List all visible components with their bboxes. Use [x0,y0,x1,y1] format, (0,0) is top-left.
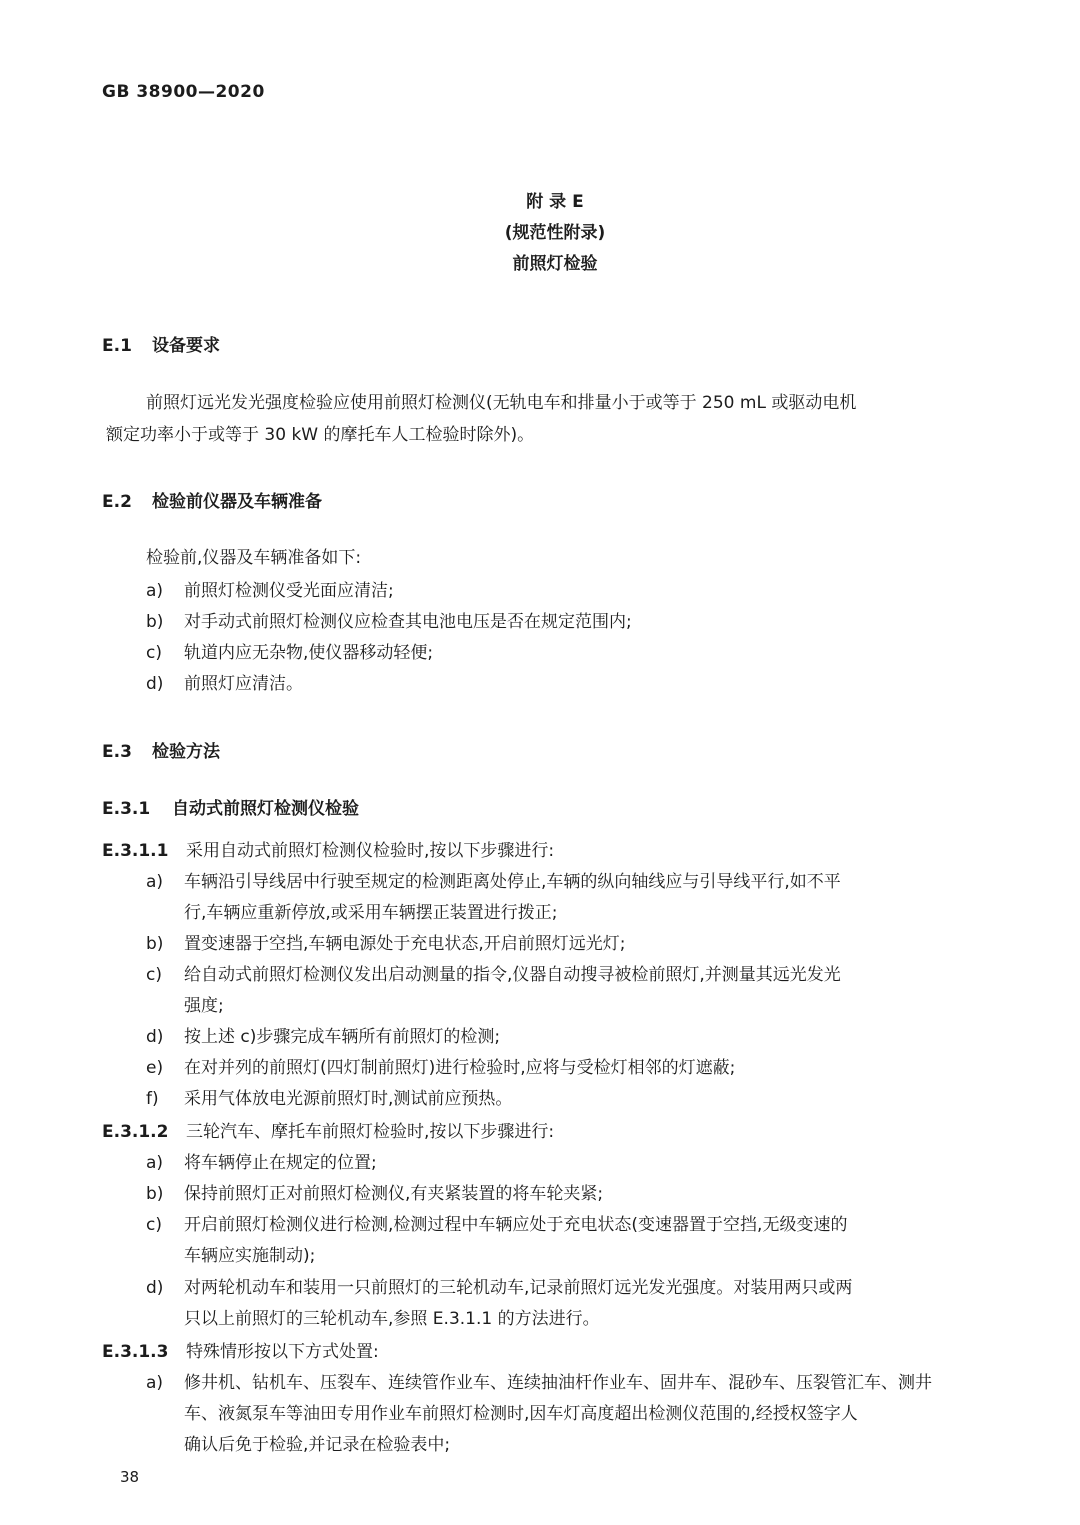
item-label: d) [146,1278,164,1298]
section-title: 设备要求 [152,336,220,356]
item-text: 前照灯应清洁。 [184,674,303,694]
section-e2-intro: 检验前,仪器及车辆准备如下: [146,548,362,568]
section-title: 检验前仪器及车辆准备 [152,492,322,512]
appendix-name: 前照灯检验 [512,254,598,274]
page-number: 38 [120,1468,140,1486]
section-number: E.3.1 [102,799,151,819]
item-line: 强度; [184,996,224,1016]
item-line: 修井机、钻机车、压裂车、连续管作业车、连续抽油杆作业车、固井车、混砂车、压裂管汇车、测井 [184,1373,932,1393]
section-e31-heading [102,794,359,819]
item-line: 车辆应实施制动); [184,1246,316,1266]
item-label: a) [146,1153,164,1173]
item-line: 只以上前照灯的三轮机动车,参照 E.3.1.1 的方法进行。 [184,1309,600,1329]
item-text: 置变速器于空挡,车辆电源处于充电状态,开启前照灯远光灯; [184,934,626,954]
section-e2-heading [102,487,322,512]
section-number: E.3 [102,742,132,762]
item-label: a) [146,581,164,601]
item-label: b) [146,934,164,954]
item-text [184,1368,1016,1461]
item-text: 前照灯检测仪受光面应清洁; [184,581,394,601]
item-label: f) [146,1089,159,1109]
item-text [184,1210,1016,1272]
item-text [184,960,1016,1022]
item-text: 按上述 c)步骤完成车辆所有前照灯的检测; [184,1027,501,1047]
clause-number: E.3.1.3 [102,1342,169,1362]
section-e1-paragraph [106,387,1016,451]
appendix-title: 附 录 E [526,192,584,212]
clause-number: E.3.1.1 [102,841,169,861]
item-line: 行,车辆应重新停放,或采用车辆摆正装置进行拨正; [184,903,558,923]
item-label: a) [146,1373,164,1393]
paragraph-line: 前照灯远光发光强度检验应使用前照灯检测仪(无轨电车和排量小于或等于 250 mL 或驱动电机 [146,393,857,413]
item-text: 采用气体放电光源前照灯时,测试前应预热。 [184,1089,513,1109]
item-line: 车辆沿引导线居中行驶至规定的检测距离处停止,车辆的纵向轴线应与引导线平行,如不平 [184,872,841,892]
item-label: c) [146,643,162,663]
appendix-type: (规范性附录) [504,223,606,243]
section-e3-heading [102,737,220,762]
item-line: 车、液氮泵车等油田专用作业车前照灯检测时,因车灯高度超出检测仪范围的,经授权签字人 [184,1404,858,1424]
item-label: b) [146,1184,164,1204]
item-line: 确认后免于检验,并记录在检验表中; [184,1435,451,1455]
item-text: 保持前照灯正对前照灯检测仪,有夹紧装置的将车轮夹紧; [184,1184,604,1204]
item-text: 对手动式前照灯检测仪应检查其电池电压是否在规定范围内; [184,612,632,632]
item-text: 轨道内应无杂物,使仪器移动轻便; [184,643,434,663]
standard-number: GB 38900—2020 [102,82,265,102]
section-title: 自动式前照灯检测仪检验 [172,799,359,819]
section-title: 检验方法 [152,742,220,762]
item-label: d) [146,1027,164,1047]
clause-text: 三轮汽车、摩托车前照灯检验时,按以下步骤进行: [186,1122,555,1142]
item-label: b) [146,612,164,632]
item-label: c) [146,1215,162,1235]
item-line: 对两轮机动车和装用一只前照灯的三轮机动车,记录前照灯远光发光强度。对装用两只或两 [184,1278,853,1298]
item-label: a) [146,872,164,892]
item-text [184,1273,1016,1335]
item-text: 将车辆停止在规定的位置; [184,1153,377,1173]
paragraph-line: 额定功率小于或等于 30 kW 的摩托车人工检验时除外)。 [106,425,535,445]
item-label: c) [146,965,162,985]
item-text: 在对并列的前照灯(四灯制前照灯)进行检验时,应将与受检灯相邻的灯遮蔽; [184,1058,736,1078]
section-e1-heading [102,331,220,356]
section-number: E.2 [102,492,132,512]
clause-text: 特殊情形按以下方式处置: [186,1342,379,1362]
clause-number: E.3.1.2 [102,1122,169,1142]
clause-text: 采用自动式前照灯检测仪检验时,按以下步骤进行: [186,841,555,861]
item-label: d) [146,674,164,694]
item-text [184,867,1016,929]
item-line: 开启前照灯检测仪进行检测,检测过程中车辆应处于充电状态(变速器置于空挡,无级变速的 [184,1215,848,1235]
item-line: 给自动式前照灯检测仪发出启动测量的指令,仪器自动搜寻被检前照灯,并测量其远光发光 [184,965,841,985]
item-label: e) [146,1058,164,1078]
section-number: E.1 [102,336,132,356]
